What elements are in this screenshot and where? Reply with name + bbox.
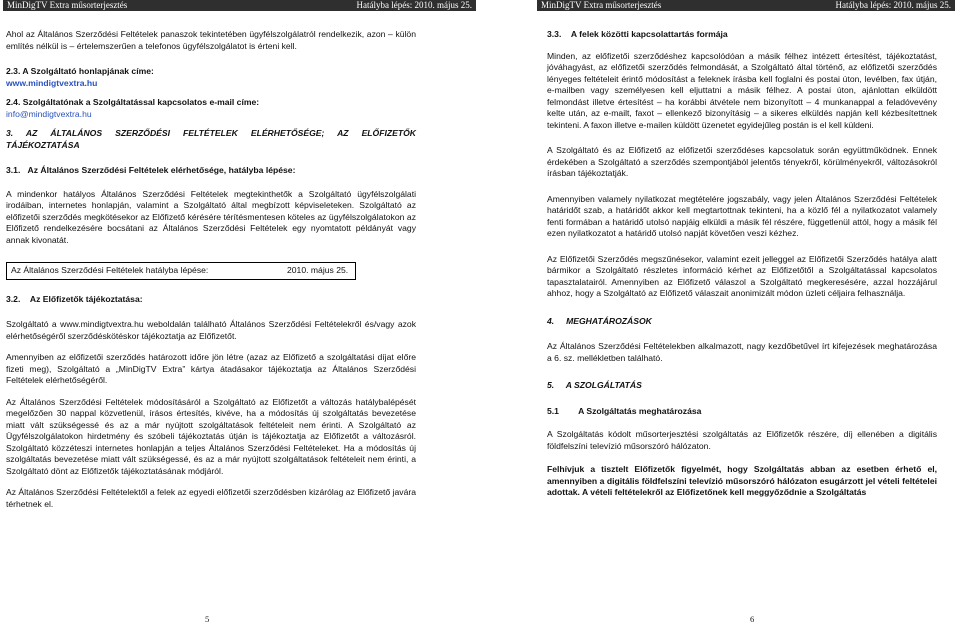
section-number: 5.1: [547, 405, 559, 416]
section-number: 3.3.: [547, 29, 562, 39]
effective-date-value: 2010. május 25.: [287, 265, 349, 275]
section-3-3-heading: [547, 29, 937, 41]
section-number: 3.2.: [6, 293, 21, 304]
effective-date-label: Az Általános Szerződési Feltételek hatályba lépése:: [11, 265, 209, 275]
section-title: Az Általános Szerződési Feltételek elérhetősége, hatályba lépése:: [27, 165, 296, 175]
section-3-2-paragraph-3: Az Általános Szerződési Feltételek módosításáról a Szolgáltató az Előfizetőt a változás hatálybalépését megelőzően 30 nappal közvetlenül, írásos értesítés, kivéve, ha a módosítás új szolgáltatás bevezetése miatt vált szükségessé és az a már nyújtott szolgáltatások feltételeit nem érinti. A Szolgáltató az Ügyfélszolgálatokon hirdetmény és szóbeli tájékoztatás útján is tájékoztatja az Előfizetőt a változásról. Szolgáltató közzéteszi internetes honlapján a teljes Általános Szerződési Feltételeket. Ha a módosítás új szolgáltatás bevezetése miatt vált szükségessé, és az a már nyújtott szolgáltatások feltételeit nem érinti, a Szolgáltató dönt az Előfizetők tájékoztatásának módjáról.: [6, 396, 416, 476]
header-title: MinDigTV Extra műsorterjesztés: [7, 0, 128, 10]
left-column: [6, 29, 416, 510]
section-2-4-heading: 2.4. Szolgáltatónak a Szolgáltatással kapcsolatos e-mail címe:: [6, 97, 260, 107]
section-3-2-paragraph-2: Amennyiben az előfizetői szerződés határozott időre jön létre (azaz az Előfizető a szolgáltatási díjat előre fizeti meg), Szolgáltató a „MinDigTV Extra” kártya átadásakor tájékoztatja az Általános Szerződési Feltételek elérhetőségéről.: [6, 352, 416, 385]
email-link[interactable]: info@mindigtvextra.hu: [6, 108, 92, 119]
right-column: [547, 29, 937, 499]
intro-paragraph: Ahol az Általános Szerződési Feltételek panaszok tekintetében ügyfélszolgálatról rendelkezik, azon – külön említés nélkül is – értelemszerűen a telefonos ügyfélszolgálatot is érteni kell.: [6, 29, 416, 51]
header-title: MinDigTV Extra műsorterjesztés: [541, 0, 662, 10]
section-3-2-heading: [6, 294, 416, 306]
section-3-1-heading: [6, 165, 416, 177]
right-page-header: [537, 0, 955, 11]
page-number: 5: [205, 614, 210, 624]
section-3-2-paragraph-4: Az Általános Szerződési Feltételektől a felek az egyedi előfizetői szerződésben kizárólag az Előfizető javára térhetnek el.: [6, 487, 416, 509]
section-3-3-paragraph-2: A Szolgáltató és az Előfizető az előfizetői szerződéses kapcsolatuk során együttműködnek. Ennek érdekében a Szolgáltató a szerződés szempontjából jelentős tényekről, körülményekről, változásokról írásban tájékoztatják.: [547, 145, 937, 178]
section-title: A felek közötti kapcsolattartás formája: [570, 29, 728, 39]
section-3-1-body: A mindenkor hatályos Általános Szerződési Feltételek megtekinthetők a Szolgáltató ügyfélszolgálati irodáiban, internetes honlapján, valamint a Szolgáltató által megbízott képviseleteken. Szolgáltató az előfizetői szerződés megkötésekor az Előfizető kérésére térítésmentesen köteles az ügyfélszolgálatokon az Előfizető rendelkezésére bocsátani az Általános Szerződési Feltételek egy nyomtatott példányát vagy annak kivonatát.: [6, 188, 416, 245]
left-page-header: [3, 0, 476, 11]
header-effective-date: Hatályba lépés: 2010. május 25.: [835, 0, 951, 10]
section-number: 3.1.: [6, 165, 21, 175]
section-3-2-paragraph-1: Szolgáltató a www.mindigtvextra.hu weboldalán található Általános Szerződési Feltételekről és/vagy azok elérhetőségéről szerződéskötéskor tájékoztatja az Előfizetőt.: [6, 319, 416, 341]
section-title: Az Előfizetők tájékoztatása:: [29, 293, 143, 304]
header-effective-date: Hatályba lépés: 2010. május 25.: [356, 0, 472, 10]
section-3-3-paragraph-1: Minden, az előfizetői szerződéshez kapcsolódóan a másik félhez intézett értesítést, tájékoztatást, jóváhagyást, az előfizetői szerződés felmondását, a Szolgáltató által történő, az előfizetői szerződés lényeges feltételeit érintő módosítást a feleknek írásba kell foglalni és postai úton, levélben, fax útján, e-mailben vagy személyesen kell eljuttatni a másik félhez. A postai úton, ajánlottan elküldött felmondást illetve értesítést – ha korábbi átvétele nem bizonyított – 4 munkanappal a feladóvevény kelte után, az e-mailt, faxot – ellenkező bizonyításig – a sikeres elküldés napján kell kézbesítettnek tekinteni. A faxon illetve e-mailen küldött üzenetet egyidejűleg postán is el kell küldeni.: [547, 50, 937, 130]
effective-date-box: [6, 262, 356, 280]
section-5-1-body: A Szolgáltatás kódolt műsorterjesztési szolgáltatás az Előfizetők részére, díj ellenében a digitális földfelszíni televízió műsorszóró hálózaton.: [547, 429, 937, 451]
section-4-heading: 4. MEGHATÁROZÁSOK: [547, 315, 652, 326]
section-5-1-heading: [547, 406, 937, 418]
page-number: 6: [750, 614, 755, 624]
right-page: [480, 0, 960, 624]
website-link[interactable]: www.mindigtvextra.hu: [6, 77, 98, 88]
section-3-3-paragraph-3: Amennyiben valamely nyilatkozat megtételére jogszabály, vagy jelen Általános Szerződési Feltételek határidőt szab, a határidőt akkor kell megtartottnak tekinteni, ha a közlő fél a nyilatkozatot valamely fenti formában a határidő utolsó napjáig elküldi a másik fél részére, függetlenül attól, hogy a másik fél ezen nyilatkozatot a határidő utolsó napját követően veszi kézhez.: [547, 193, 937, 238]
section-3-heading: 3. AZ ÁLTALÁNOS SZERZŐDÉSI FELTÉTELEK ELÉRHETŐSÉGE; AZ ELŐFIZETŐK TÁJÉKOZTATÁSA: [6, 128, 416, 150]
section-5-heading: 5. A SZOLGÁLTATÁS: [547, 380, 642, 390]
section-title: A Szolgáltatás meghatározása: [578, 405, 702, 416]
section-2-3-heading: 2.3. A Szolgáltató honlapjának címe:: [6, 66, 154, 76]
section-3-3-paragraph-4: Az Előfizetői Szerződés megszűnésekor, valamint ezeit jelleggel az Előfizetői Szerződés hatálya alatt bármikor a Szolgáltató részletes információ kérhet az Előfizetőtől a Szolgáltatással kapcsolatos tapasztalatairól. Amennyiben az Előfizető válaszol a Szolgáltató megkeresésére, azzal hozzájárul ahhoz, hogy a Szolgáltató az Előfizető válaszait anonimizált módon üzleti céljaira felhasználja.: [547, 253, 937, 298]
section-5-1-notice: Felhívjuk a tisztelt Előfizetők figyelmét, hogy Szolgáltatás abban az esetben érhető el, amennyiben a digitális földfelszíni televízió műsorszóró hálózaton esugárzott jel vételi feltételei adottak. A vételi feltételekről az Előfizetőnek kell meggyőződnie a Szolgáltatás: [547, 464, 937, 497]
section-4-body: Az Általános Szerződési Feltételekben alkalmazott, nagy kezdőbetűvel írt kifejezések meghatározása a 6. sz. mellékletben található.: [547, 341, 937, 363]
